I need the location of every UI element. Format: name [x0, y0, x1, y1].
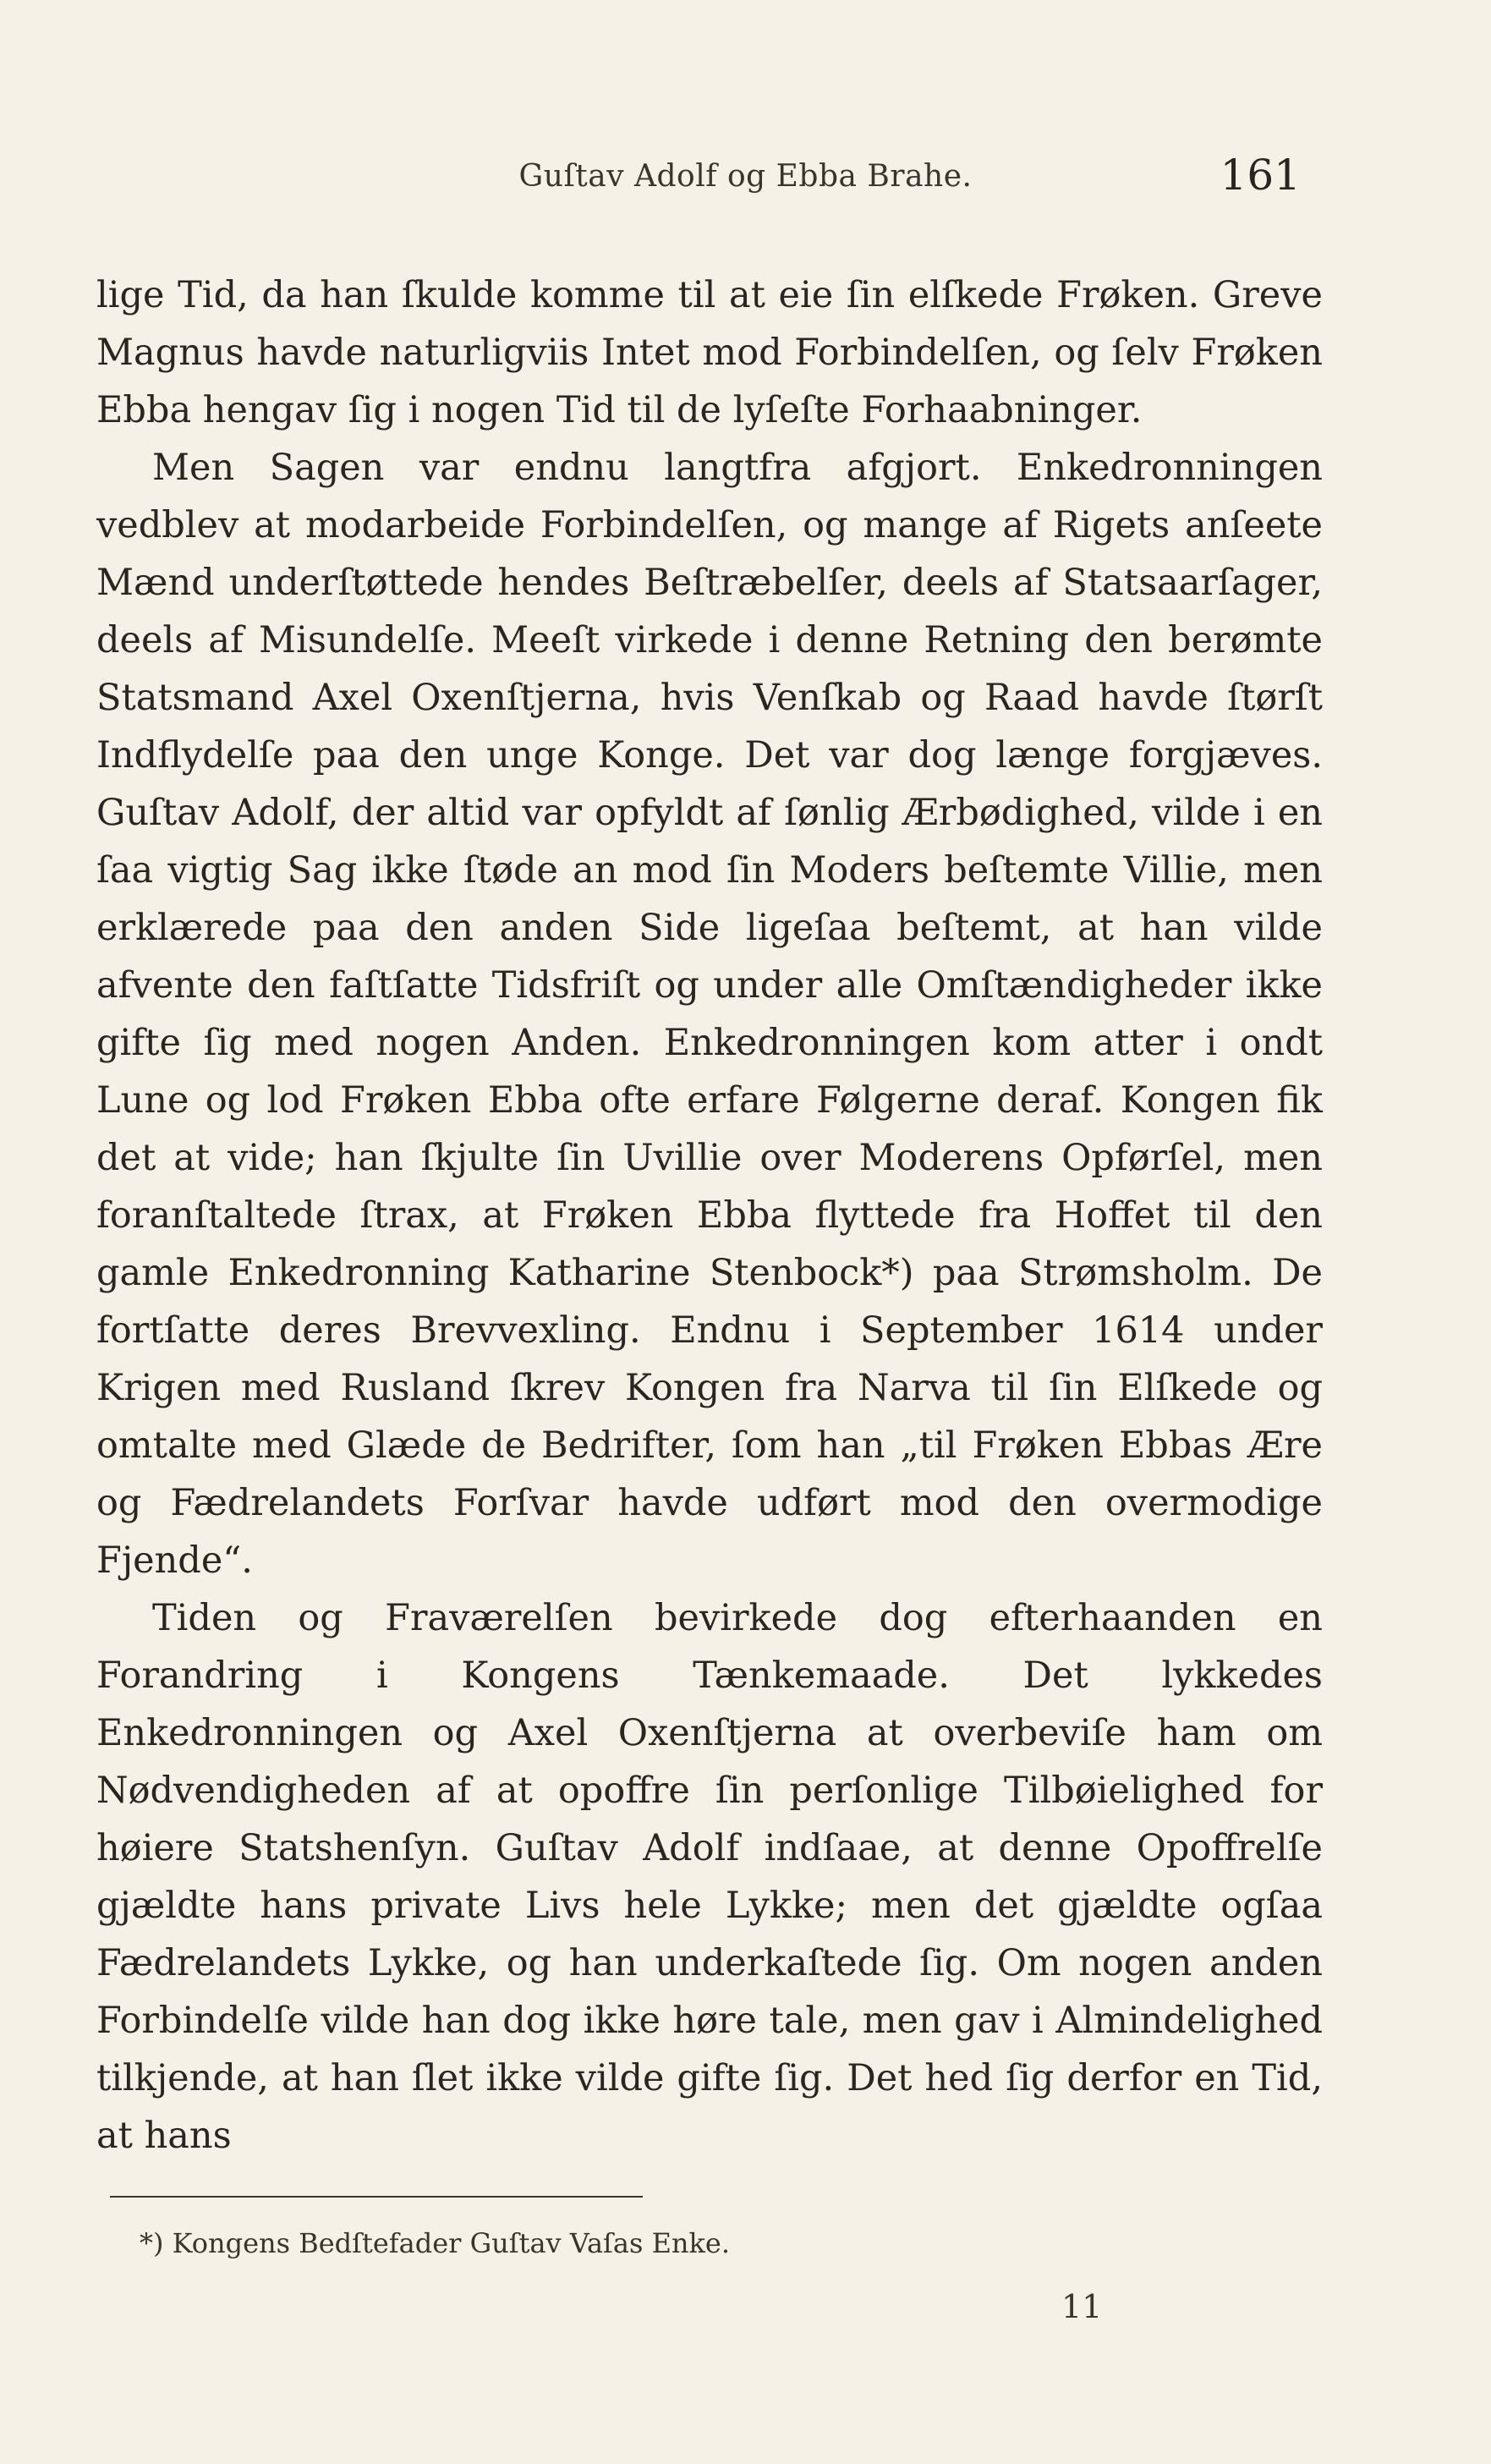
signature-mark: 11 [1061, 2288, 1103, 2325]
paragraph: lige Tid, da han ſkulde komme til at eie ſin elſkede Frøken. Greve Magnus havde naturligviis Intet mod Forbindelſen, og ſelv Frøken Ebba hengav ſig i nogen Tid til de lyſeſte Forhaabninger. [96, 274, 1323, 431]
paragraph: Men Sagen var endnu langtfra afgjort. Enkedronningen vedblev at modarbeide Forbindelſen, og mange af Rigets anſeete Mænd underſtøttede hendes Beſtræbelſer, deels af Statsaarſager, deels af Misundelſe. Meeſt virkede i denne Retning den berømte Statsmand Axel Oxenſtjerna, hvis Venſkab og Raad havde ſtørſt Indflydelſe paa den unge Konge. Det var dog længe forgjæves. Guſtav Adolf, der altid var opfyldt af ſønlig Ærbødighed, vilde i en ſaa vigtig Sag ikke ſtøde an mod ſin Moders beſtemte Villie, men erklærede paa den anden Side ligeſaa beſtemt, at han vilde afvente den faſtſatte Tidsfriſt og under alle Omſtændigheder ikke gifte ſig med nogen Anden. Enkedronningen kom atter i ondt Lune og lod Frøken Ebba ofte erfare Følgerne deraf. Kongen fik det at vide; han ſkjulte ſin Uvillie over Moderens Opførſel, men foranſtaltede ſtrax, at Frøken Ebba flyttede fra Hoffet til den gamle Enkedronning Katharine Stenbock*) paa Strømsholm. De fortſatte deres Brevvexling. Endnu i September 1614 under Krigen med Rusland ſkrev Kongen fra Narva til ſin Elſkede og omtalte med Glæde de Bedrifter, ſom han „til Frøken Ebbas Ære og Fædrelandets Forſvar havde udført mod den overmodige Fjende“. [96, 447, 1323, 1582]
body-text [96, 266, 1323, 2165]
paragraph: Tiden og Fraværelſen bevirkede dog efterhaanden en Forandring i Kongens Tænkemaade. Det lykkedes Enkedronningen og Axel Oxenſtjerna at overbeviſe ham om Nødvendigheden af at opoffre ſin perſonlige Tilbøielighed for høiere Statshenſyn. Guſtav Adolf indſaae, at denne Opoffrelſe gjældte hans private Livs hele Lykke; men det gjældte ogſaa Fædrelandets Lykke, og han underkaſtede ſig. Om nogen anden Forbindelſe vilde han dog ikke høre tale, men gav i Almindelighed tilkjende, at han ſlet ikke vilde gifte ſig. Det hed ſig derfor en Tid, at hans [96, 1597, 1323, 2157]
footnote-divider [110, 2196, 643, 2198]
running-title: Guſtav Adolf og Ebba Brahe. [518, 159, 973, 194]
footnote: *) Kongens Bedſtefader Guſtav Vaſas Enke. [140, 2227, 731, 2259]
page-number: 161 [1220, 151, 1301, 200]
